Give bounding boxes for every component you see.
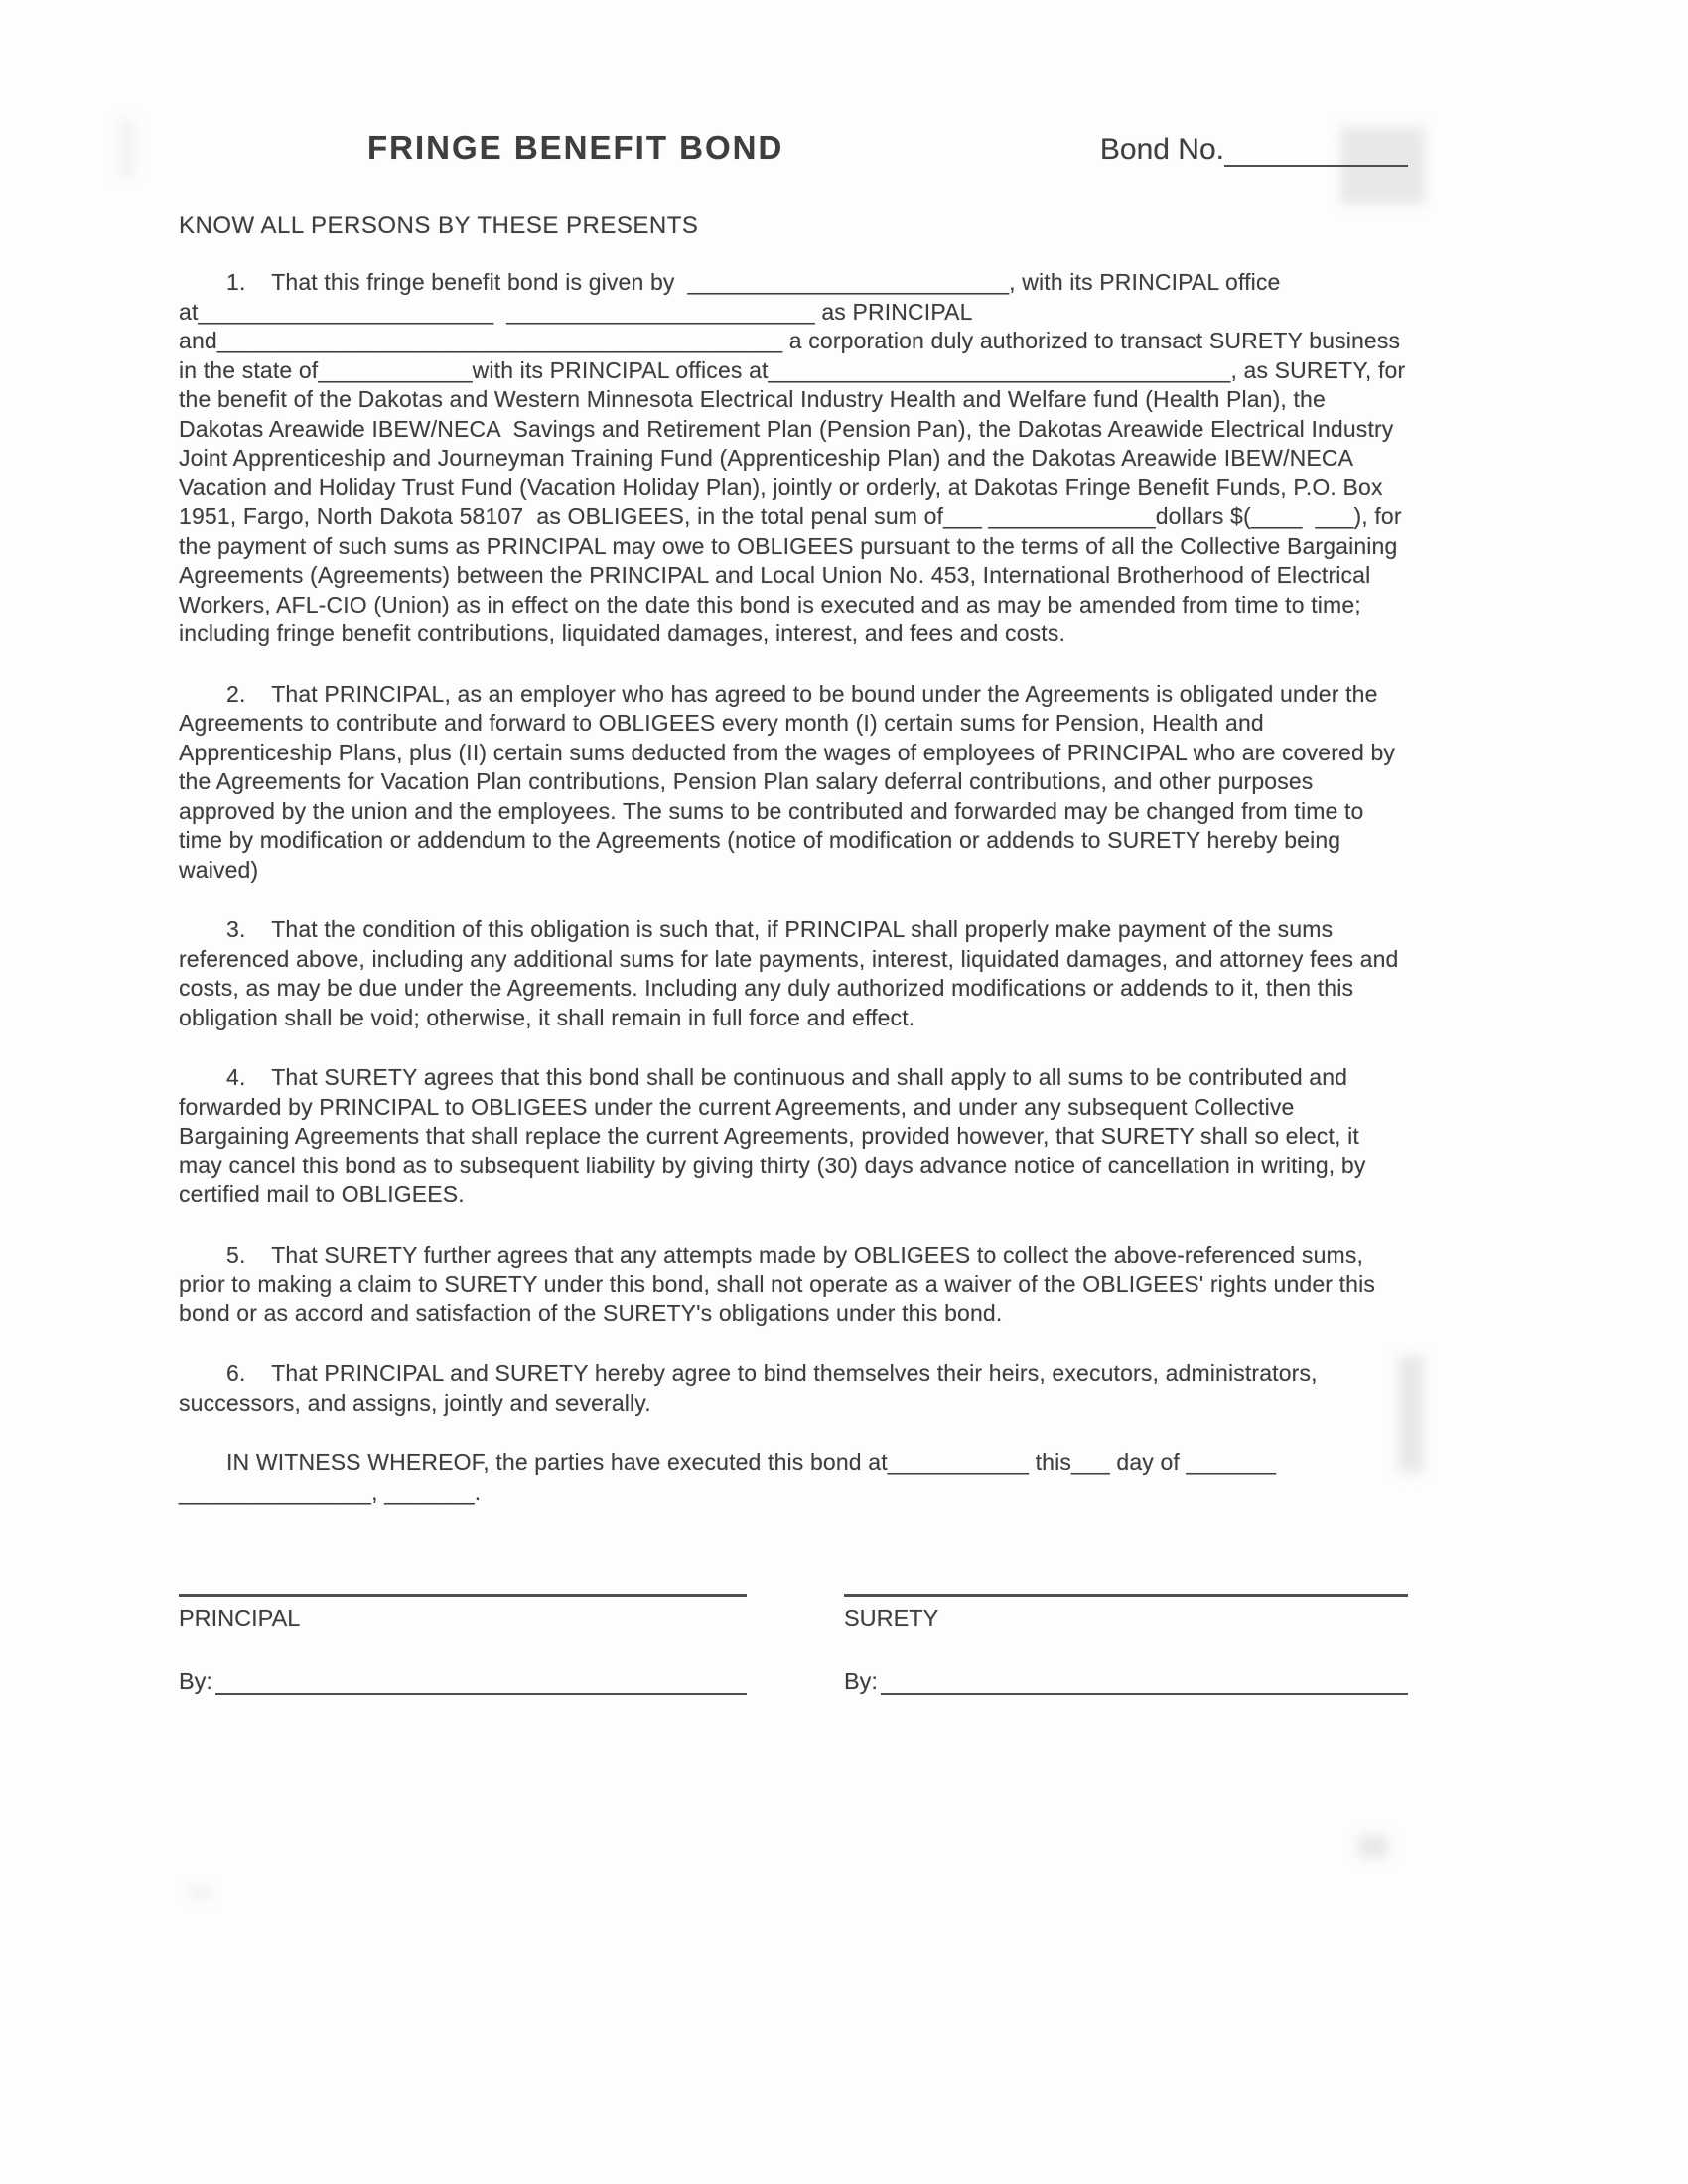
title-row (179, 129, 1408, 167)
principal-by-label: By: (179, 1668, 212, 1694)
paragraph-4: 4. That SURETY agrees that this bond shall be continuous and shall apply to all sums to be contributed and forwarded by PRINCIPAL to OBLIGEES under the current Agreements, and under any subsequent Collective Bargaining Agreements that shall replace the current Agreements, provided however, that SURETY shall so elect, it may cancel this bond as to subsequent liability by giving thirty (30) days advance notice of cancellation in writing, by certified mail to OBLIGEES. (179, 1064, 1373, 1207)
paragraph-1: 1. That this fringe benefit bond is given by _________________________, with its PRINCIPAL office at_______________________ ________________________ as PRINCIPAL and____________________________________________ a corporation duly authorized to transact SURETY business in the state of____________with its PRINCIPAL offices at____________________________________, as SURETY, for the benefit of the Dakotas and Western Minnesota Electrical Industry Health and Welfare fund (Health Plan), the Dakotas Areawide IBEW/NECA Savings and Retirement Plan (Pension Pan), the Dakotas Areawide Electrical Industry Joint Apprenticeship and Journeyman Training Fund (Apprenticeship Plan) and the Dakotas Areawide IBEW/NECA Vacation and Holiday Trust Fund (Vacation Holiday Plan), jointly or orderly, at Dakotas Fringe Benefit Funds, P.O. Box 1951, Fargo, North Dakota 58107 as OBLIGEES, in the total penal sum of___ _____________dollars $(____ ___), for the payment of such sums as PRINCIPAL may owe to OBLIGEES pursuant to the terms of all the Collective Bargaining Agreements (Agreements) between the PRINCIPAL and Local Union No. 453, International Brotherhood of Electrical Workers, AFL-CIO (Union) as in effect on the date this bond is executed and as may be amended from time to time; including fringe benefit contributions, liquidated damages, interest, and fees and costs. (179, 269, 1412, 646)
paragraph-2: 2. That PRINCIPAL, as an employer who has agreed to be bound under the Agreements is obligated under the Agreements to contribute and forward to OBLIGEES every month (I) certain sums for Pension, Health and Apprenticeship Plans, plus (II) certain sums deducted from the wages of employees of PRINCIPAL who are covered by the Agreements for Vacation Plan contributions, Pension Plan salary deferral contributions, and other purposes approved by the union and the employees. The sums to be contributed and forwarded may be changed from time to time by modification or addendum to the Agreements (notice of modification or addends to SURETY hereby being waived) (179, 680, 1402, 883)
principal-signature-line (179, 1594, 747, 1597)
principal-signature-block (179, 1594, 747, 1695)
surety-by-blank (881, 1668, 1408, 1695)
paragraph-6: 6. That PRINCIPAL and SURETY hereby agree to bind themselves their heirs, executors, administrators, successors, and assigns, jointly and severally. (179, 1360, 1325, 1416)
surety-label: SURETY (844, 1605, 939, 1631)
surety-signature-block (844, 1594, 1408, 1695)
paragraph-3: 3. That the condition of this obligation is such that, if PRINCIPAL shall properly make payment of the sums referenced above, including any additional sums for late payments, interest, liquidated damages, and attorney fees and costs, as may be due under the Agreements. Including any duly authorized modifications or addends to it, then this obligation shall be void; otherwise, it shall remain in full force and effect. (179, 916, 1406, 1030)
surety-signature-line (844, 1594, 1408, 1597)
surety-by-label: By: (844, 1668, 878, 1694)
principal-by-field (179, 1668, 747, 1695)
scan-artifact (189, 1886, 211, 1898)
scan-artifact (119, 119, 133, 179)
paragraph-5: 5. That SURETY further agrees that any attempts made by OBLIGEES to collect the above-referenced sums, prior to making a claim to SURETY under this bond, shall not operate as a waiver of the OBLIGEES' rights under this bond or as accord and satisfaction of the SURETY's obligations under this bond. (179, 1241, 1382, 1326)
witness-clause-continuation: _______________, _______. (179, 1478, 482, 1505)
bond-number-field (1100, 133, 1408, 167)
presents-heading: KNOW ALL PERSONS BY THESE PRESENTS (179, 212, 699, 239)
scan-artifact (1358, 1835, 1388, 1858)
surety-by-field (844, 1668, 1408, 1695)
bond-number-blank (1224, 135, 1408, 167)
principal-label: PRINCIPAL (179, 1605, 301, 1631)
document-content (179, 129, 1412, 1695)
principal-by-blank (215, 1668, 747, 1695)
witness-clause: IN WITNESS WHEREOF, the parties have executed this bond at___________ this___ day of _______ (226, 1449, 1277, 1475)
document-title: FRINGE BENEFIT BOND (367, 129, 784, 166)
bond-number-label: Bond No. (1099, 133, 1224, 166)
signature-row (179, 1594, 1408, 1695)
